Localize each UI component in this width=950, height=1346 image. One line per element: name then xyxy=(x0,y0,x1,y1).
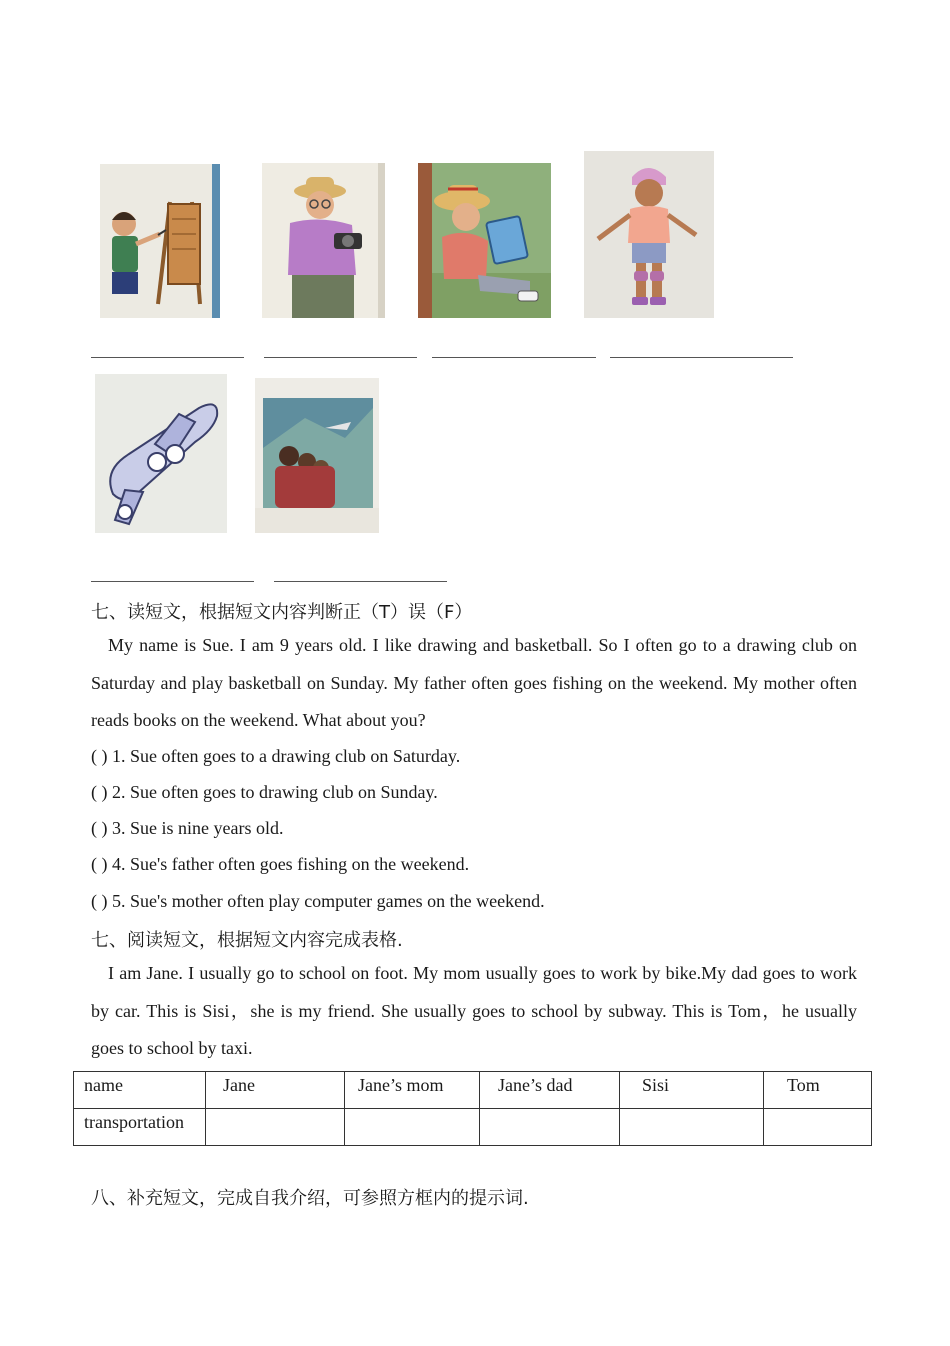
true-false-item-4[interactable]: ( ) 4. Sue's father often goes fishing on the weekend. xyxy=(91,854,470,874)
table-answer-cell[interactable] xyxy=(764,1109,872,1146)
picture-family-watching xyxy=(255,378,379,533)
table-answer-cell[interactable] xyxy=(620,1109,764,1146)
table-answer-cell[interactable] xyxy=(480,1109,620,1146)
table-header-cell: Jane’s mom xyxy=(345,1072,480,1109)
answer-blank-5[interactable] xyxy=(91,581,254,582)
section-intro-heading: 八、补充短文，完成自我介绍，可参照方框内的提示词. xyxy=(91,1188,529,1209)
picture-boy-drawing xyxy=(100,164,220,318)
true-false-item-2[interactable]: ( ) 2. Sue often goes to drawing club on Sunday. xyxy=(91,782,438,802)
table-header-cell: Tom xyxy=(764,1072,872,1109)
true-false-item-3[interactable]: ( ) 3. Sue is nine years old. xyxy=(91,818,284,838)
table-header-cell: name xyxy=(74,1072,206,1109)
answer-blank-2[interactable] xyxy=(264,357,417,358)
table-row xyxy=(74,1109,872,1146)
table-row-label: transportation xyxy=(74,1109,206,1146)
boy-drawing-easel-icon xyxy=(100,164,220,318)
girl-roller-skating-icon xyxy=(584,151,714,318)
answer-blank-6[interactable] xyxy=(274,581,447,582)
table-header-row xyxy=(74,1072,872,1109)
reading-passage-jane: I am Jane. I usually go to school on foot. My mom usually goes to work by bike.My dad goes to work by car. This is Sisi，she is my friend. She usually goes to school by subway. This is Tom，he usually goes to school by taxi. xyxy=(91,963,857,1058)
picture-boy-reading xyxy=(418,163,551,318)
picture-man-photographing xyxy=(262,163,385,318)
transportation-table xyxy=(73,1071,872,1146)
section-table-heading: 七、阅读短文，根据短文内容完成表格. xyxy=(91,930,403,951)
section-true-false-heading: 七、读短文，根据短文内容判断正（T）误（F） xyxy=(91,602,473,623)
table-answer-cell[interactable] xyxy=(206,1109,345,1146)
reading-passage-sue: My name is Sue. I am 9 years old. I like drawing and basketball. So I often go to a drawing club on Saturday and play basketball on Sunday. My father often goes fishing on the weekend. My mother often reads books on the weekend. What about you? xyxy=(91,635,857,730)
table-header-cell: Jane xyxy=(206,1072,345,1109)
family-watching-screen-icon xyxy=(255,378,379,533)
picture-girl-skating xyxy=(584,151,714,318)
airplane-icon xyxy=(95,374,227,533)
man-taking-photos-icon xyxy=(262,163,385,318)
true-false-item-1[interactable]: ( ) 1. Sue often goes to a drawing club on Saturday. xyxy=(91,746,461,766)
table-header-cell: Jane’s dad xyxy=(480,1072,620,1109)
answer-blank-1[interactable] xyxy=(91,357,244,358)
table-answer-cell[interactable] xyxy=(345,1109,480,1146)
picture-airplane xyxy=(95,374,227,533)
true-false-item-5[interactable]: ( ) 5. Sue's mother often play computer games on the weekend. xyxy=(91,891,545,911)
answer-blank-4[interactable] xyxy=(610,357,793,358)
table-header-cell: Sisi xyxy=(620,1072,764,1109)
answer-blank-3[interactable] xyxy=(432,357,596,358)
boy-reading-book-icon xyxy=(418,163,551,318)
